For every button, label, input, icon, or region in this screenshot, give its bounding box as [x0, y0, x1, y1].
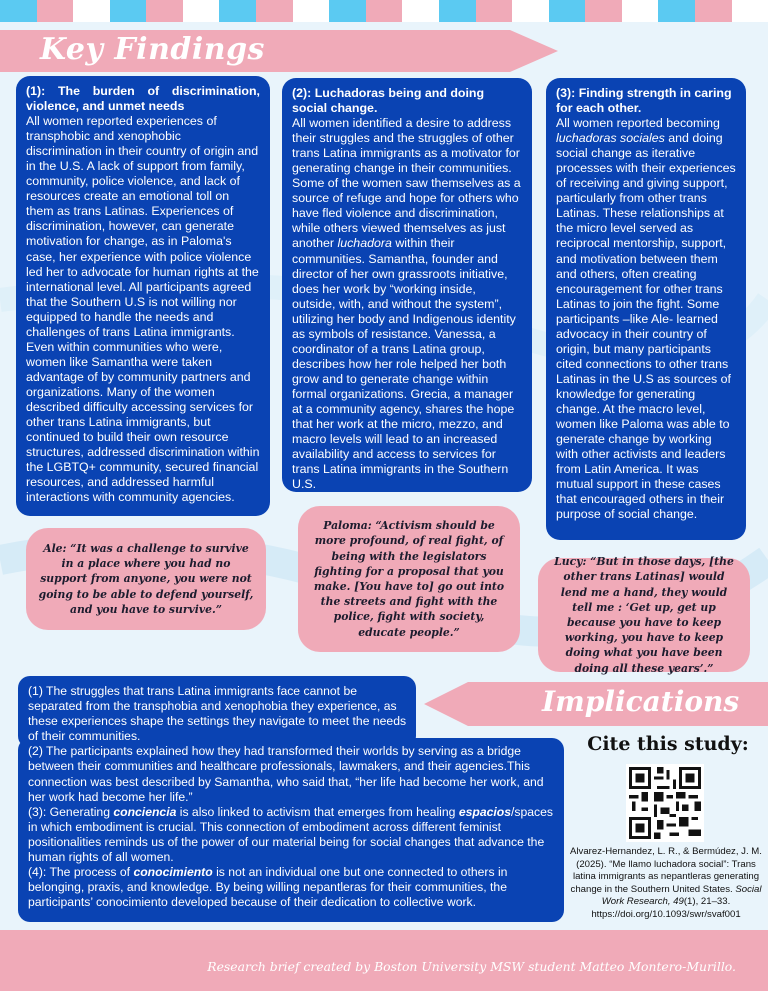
- page-title: Key Findings: [40, 32, 265, 67]
- finding-card-3: [546, 78, 746, 540]
- quote-ale: Ale: “It was a challenge to survive in a place where you had no support from anyone, you were not going to be able to defend yourself, and you have to survive.”: [26, 528, 266, 630]
- doi-link[interactable]: https://doi.org/10.1093/swr/svaf001: [591, 908, 741, 920]
- implication-4: (4): The process of conocimiento is not an individual one but one connected to others in belonging, praxis, and knowledge. By being willing nepantleras for their communities, the participants’ conocimiento developed because of their dedication to collective work.: [28, 865, 508, 910]
- implication-2: (2) The participants explained how they had transformed their worlds by serving as a bridge between their communities and healthcare professionals, lawmakers, and their agencies.This connection was best described by Samantha, who said that, “her life had become her work, and her work had become her life.”: [28, 744, 544, 804]
- implication-3: (3): Generating conciencia is also linked to activism that emerges from healing espacios/spaces in which embodiment is crucial. This connection of embodiment across different feminist positionalities reminds us of the power of our material being for social changes that advance the human rights of all women.: [28, 804, 554, 865]
- quote-paloma: Paloma: “Activism should be more profound, of real fight, of being with the legislators fighting for a proposal that you make. [You have to] go out into the streets and fight with the police, fight with society, educate people.”: [298, 506, 520, 652]
- finding-body: All women reported experiences of transphobic and xenophobic discrimination in their country of origin and in the U.S. A lack of support from family, community, police violence, and lack of resources create an emotional toll on them as trans Latinas. Experiences of discrimination, however, can generate motivation for change, as in Paloma's case, her experience with police violence led her to advocate for human rights at the international level. All participants agreed that the Southern U.S is not willing nor equipped to handle the needs and challenges of trans Latina immigrants. Even within communities who were, women like Samantha were taken advantage of by community partners and organizations. Many of the women described difficulty accessing services for other trans Latina immigrants, but continued to build their own resource structures, addressed discrimination within the LGBTQ+ community, secured financial resources, and addressed harmful interactions with community agencies.: [26, 114, 260, 505]
- finding-body: All women reported becoming luchadoras sociales and doing social change as iterative processes with their experiences of receiving and giving support, particularly from other trans Latinas. These relationships at the micro level served as reciprocal mentorship, support, and motivation between them and others, often creating encouragement for other trans Latinas to join the fight. Some participants –like Ale- learned advocacy in their country of origin, but many participants cited connections to other trans Latinas in the U.S as sources of knowledge for generating change. At the macro level, women like Paloma was able to generate change by working with other activists and leaders from Latin America. It was mutual support in these cases that encouraged others in their purpose of social change.: [556, 116, 736, 522]
- finding-heading: (2): Luchadoras being and doing social change.: [292, 86, 485, 116]
- qr-code-icon[interactable]: [626, 764, 704, 842]
- implications-title: Implications: [542, 685, 740, 718]
- quote-lucy: Lucy: “But in those days, [the other trans Latinas] would lend me a hand, they would tell me : ‘Get up, get up because you have to keep working, you have to keep doing what you have been doing all these years’.”: [538, 558, 750, 672]
- cite-title: Cite this study:: [587, 733, 749, 755]
- top-color-stripe: [0, 0, 768, 22]
- implication-1: (1) The struggles that trans Latina immigrants face cannot be separated from the transphobia and xenophobia they experience, as these experiences shape the settings they navigate to meet the needs of their communities.: [28, 684, 407, 744]
- finding-heading: (1): The burden of discrimination, violence, and unmet needs: [26, 84, 260, 114]
- footer-credit: Research brief created by Boston University MSW student Matteo Montero-Murillo.: [207, 959, 736, 974]
- citation-text: Alvarez-Hernandez, L. R., & Bermúdez, J. M. (2025). “Me llamo luchadora social”: Trans latina immigrants as nepantleras generating change in the Southern United States. Social Work Research, 49(1), 21–33. https://doi.org/10.1093/swr/svaf001: [570, 846, 762, 920]
- finding-card-1: [16, 76, 270, 516]
- finding-heading: (3): Finding strength in caring for each other.: [556, 86, 732, 116]
- finding-card-2: [282, 78, 532, 492]
- finding-body: All women identified a desire to address their struggles and the struggles of other trans Latina immigrants as a motivator for generating change in their communities. Some of the women saw themselves as a source of refuge and hope for others who have fled violence and discrimination, while others viewed themselves as just another luchadora within their communities. Samantha, founder and director of her own grassroots initiative, does her work by “working inside, outside, with, and without the system”, utilizing her body and Indigenous identity as symbols of resistance. Vanessa, a coordinator of a trans Latina group, describes how her role helped her both grow and to generate change within formal organizations. Grecia, a manager at a community agency, shares the hope that her work at the micro, mezzo, and macro levels will lead to an increased availability and access to services for trans Latina immigrants in the Southern U.S.: [292, 116, 521, 492]
